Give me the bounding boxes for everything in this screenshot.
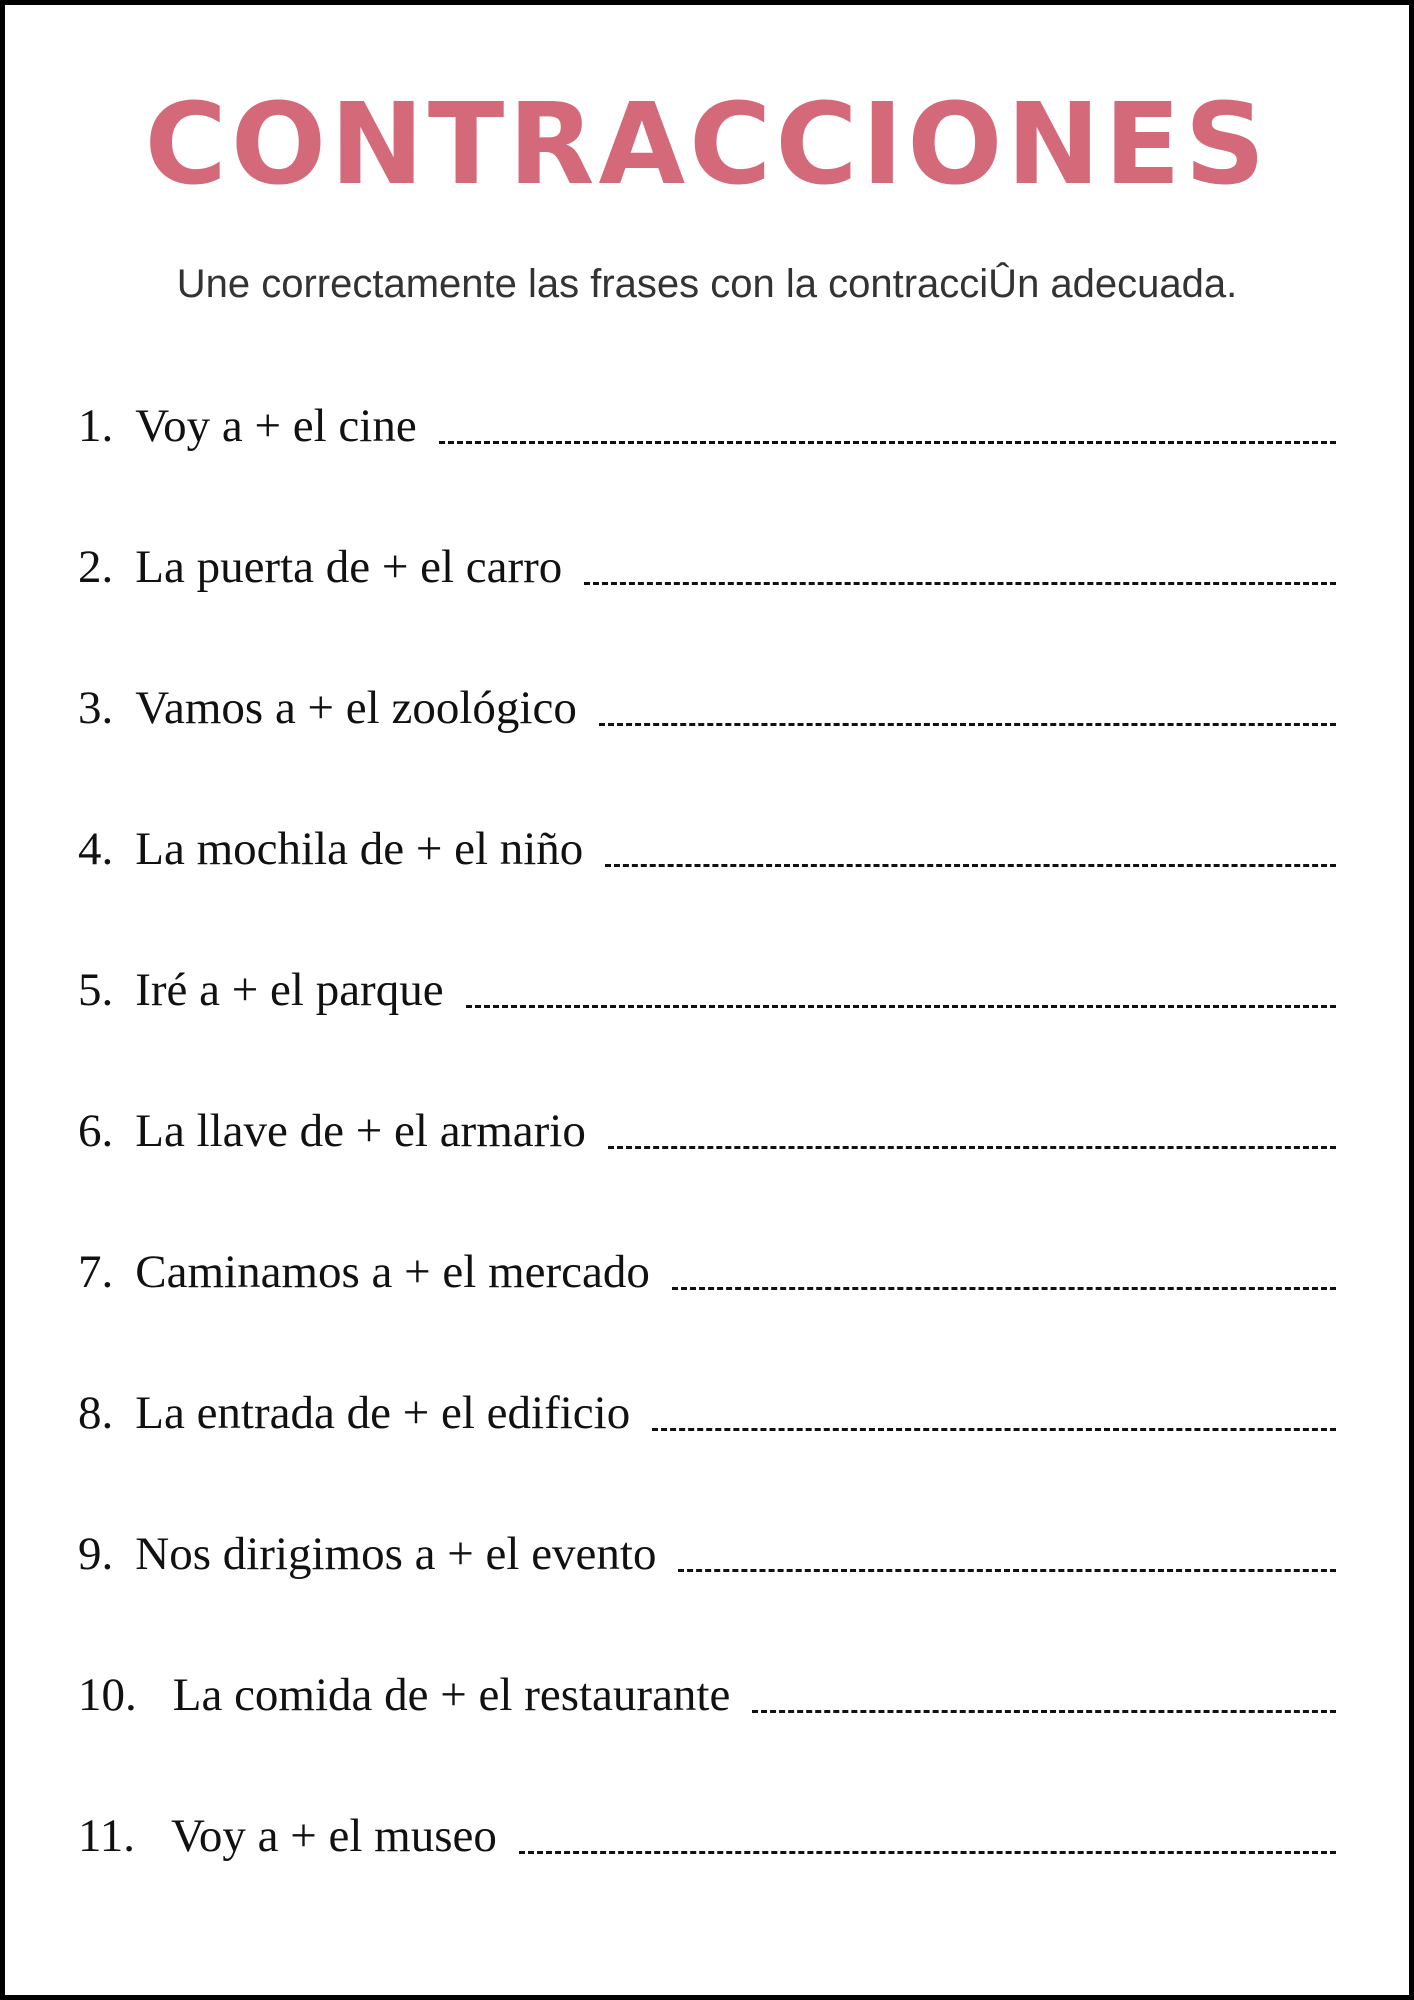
exercise-item-9	[78, 1512, 1336, 1582]
item-number: 7.	[78, 1246, 114, 1298]
item-number: 9.	[78, 1528, 114, 1580]
item-prompt: Vamos a + el zoológico	[135, 682, 577, 734]
item-prompt: La entrada de + el edificio	[135, 1387, 631, 1439]
answer-line[interactable]	[752, 1710, 1336, 1713]
exercise-item-1	[78, 384, 1336, 454]
answer-line[interactable]	[439, 441, 1336, 444]
exercise-item-6	[78, 1089, 1336, 1159]
item-number: 11.	[78, 1810, 136, 1862]
exercise-item-10	[78, 1653, 1336, 1723]
item-number: 2.	[78, 541, 114, 593]
exercise-item-2	[78, 525, 1336, 595]
item-prompt: Caminamos a + el mercado	[135, 1246, 650, 1298]
item-prompt: La comida de + el restaurante	[172, 1669, 731, 1721]
answer-line[interactable]	[672, 1287, 1336, 1290]
exercise-item-3	[78, 666, 1336, 736]
answer-line[interactable]	[605, 864, 1336, 867]
exercise-item-8	[78, 1371, 1336, 1441]
item-number: 1.	[78, 400, 114, 452]
answer-line[interactable]	[608, 1146, 1336, 1149]
item-prompt: Voy a + el museo	[171, 1810, 497, 1862]
item-prompt: Voy a + el cine	[135, 400, 417, 452]
item-number: 3.	[78, 682, 114, 734]
item-prompt: La puerta de + el carro	[135, 541, 563, 593]
exercise-item-7	[78, 1230, 1336, 1300]
exercise-item-5	[78, 948, 1336, 1018]
answer-line[interactable]	[678, 1569, 1336, 1572]
item-prompt: Nos dirigimos a + el evento	[135, 1528, 657, 1580]
exercise-item-4	[78, 807, 1336, 877]
item-number: 4.	[78, 823, 114, 875]
item-number: 6.	[78, 1105, 114, 1157]
item-number: 8.	[78, 1387, 114, 1439]
item-prompt: Iré a + el parque	[135, 964, 444, 1016]
worksheet-title: CONTRACCIONES	[144, 80, 1270, 210]
answer-line[interactable]	[599, 723, 1336, 726]
item-number: 10.	[78, 1669, 137, 1721]
item-prompt: La mochila de + el niño	[135, 823, 584, 875]
item-number: 5.	[78, 964, 114, 1016]
answer-line[interactable]	[519, 1851, 1336, 1854]
answer-line[interactable]	[584, 582, 1336, 585]
item-prompt: La llave de + el armario	[135, 1105, 586, 1157]
exercise-item-11	[78, 1794, 1336, 1864]
answer-line[interactable]	[466, 1005, 1336, 1008]
worksheet-instruction: Une correctamente las frases con la contracciÛn adecuada.	[176, 262, 1238, 306]
answer-line[interactable]	[652, 1428, 1336, 1431]
